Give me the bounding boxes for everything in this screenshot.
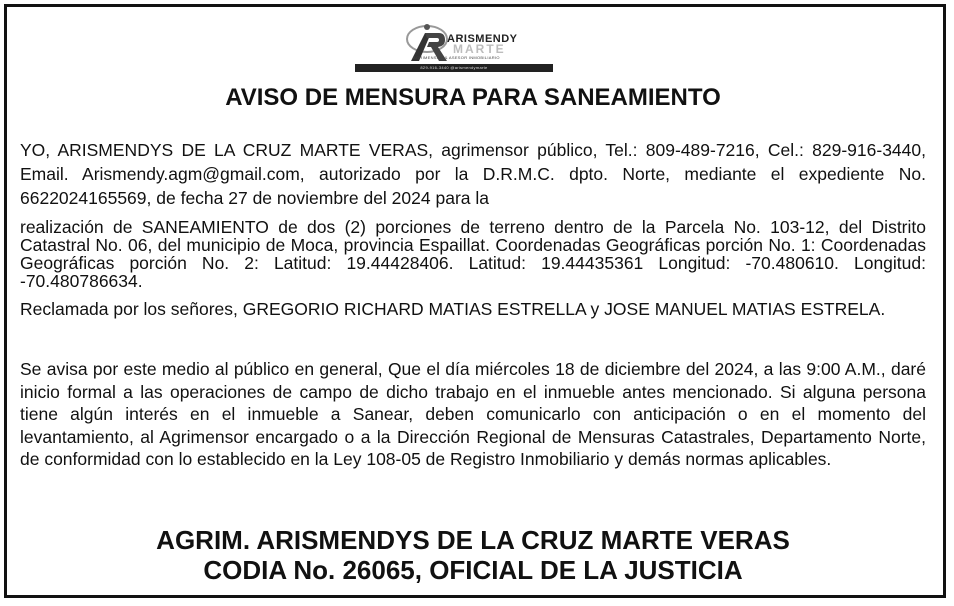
- logo-contact-bar: 829-916-3440 @arismendymarte: [355, 64, 553, 72]
- company-logo: [355, 20, 553, 72]
- paragraph-public-notice: Se avisa por este medio al público en general, Que el día miércoles 18 de diciembre del 2024, a las 9:00 A.M., daré inicio formal a las operaciones de campo de dicho trabajo en el inmueble antes mencionado. Si alguna persona tiene algún interés en el inmueble a Sanear, deben comunicarlo con anticipación o en el momento del levantamiento, al Agrimensor encargado o a la Dirección Regional de Mensuras Catastrales, Departamento Norte, de conformidad con lo establecido en la Ley 108-05 de Registro Inmobiliario y demás normas aplicables.: [20, 359, 926, 469]
- logo-tagline: AGRIMENSOR & ASESOR INMOBILIARIO: [413, 55, 500, 60]
- paragraph-surveyor-authorization: YO, ARISMENDYS DE LA CRUZ MARTE VERAS, agrimensor público, Tel.: 809-489-7216, Cel.: 829-916-3440, Email. Arismendy.agm@gmail.com, autorizado por la D.R.M.C. dpto. Norte, mediante el expediente No. 6622024165569, de fecha 27 de noviembre del 2024 para la: [20, 140, 926, 208]
- signature-credentials: CODIA No. 26065, OFICIAL DE LA JUSTICIA: [203, 555, 743, 585]
- logo-name: ARISMENDY: [447, 33, 518, 45]
- logo-surname: MARTE: [453, 42, 506, 56]
- paragraph-claimants: Reclamada por los señores, GREGORIO RICHARD MATIAS ESTRELLA y JOSE MANUEL MATIAS ESTRELA.: [20, 299, 886, 319]
- signature-name: AGRIM. ARISMENDYS DE LA CRUZ MARTE VERAS: [156, 525, 790, 555]
- notice-title: AVISO DE MENSURA PARA SANEAMIENTO: [225, 84, 721, 111]
- paragraph-parcel-coordinates: realización de SANEAMIENTO de dos (2) porciones de terreno dentro de la Parcela No. 103-12, del Distrito Catastral No. 06, del municipio de Moca, provincia Espaillat. Coordenadas Geográficas porción No. 1: Coordenadas Geográficas porción No. 2: Latitud: 19.44428406. Latitud: 19.44435361 Longitud: -70.480610. Longitud: -70.480786634.: [20, 217, 926, 291]
